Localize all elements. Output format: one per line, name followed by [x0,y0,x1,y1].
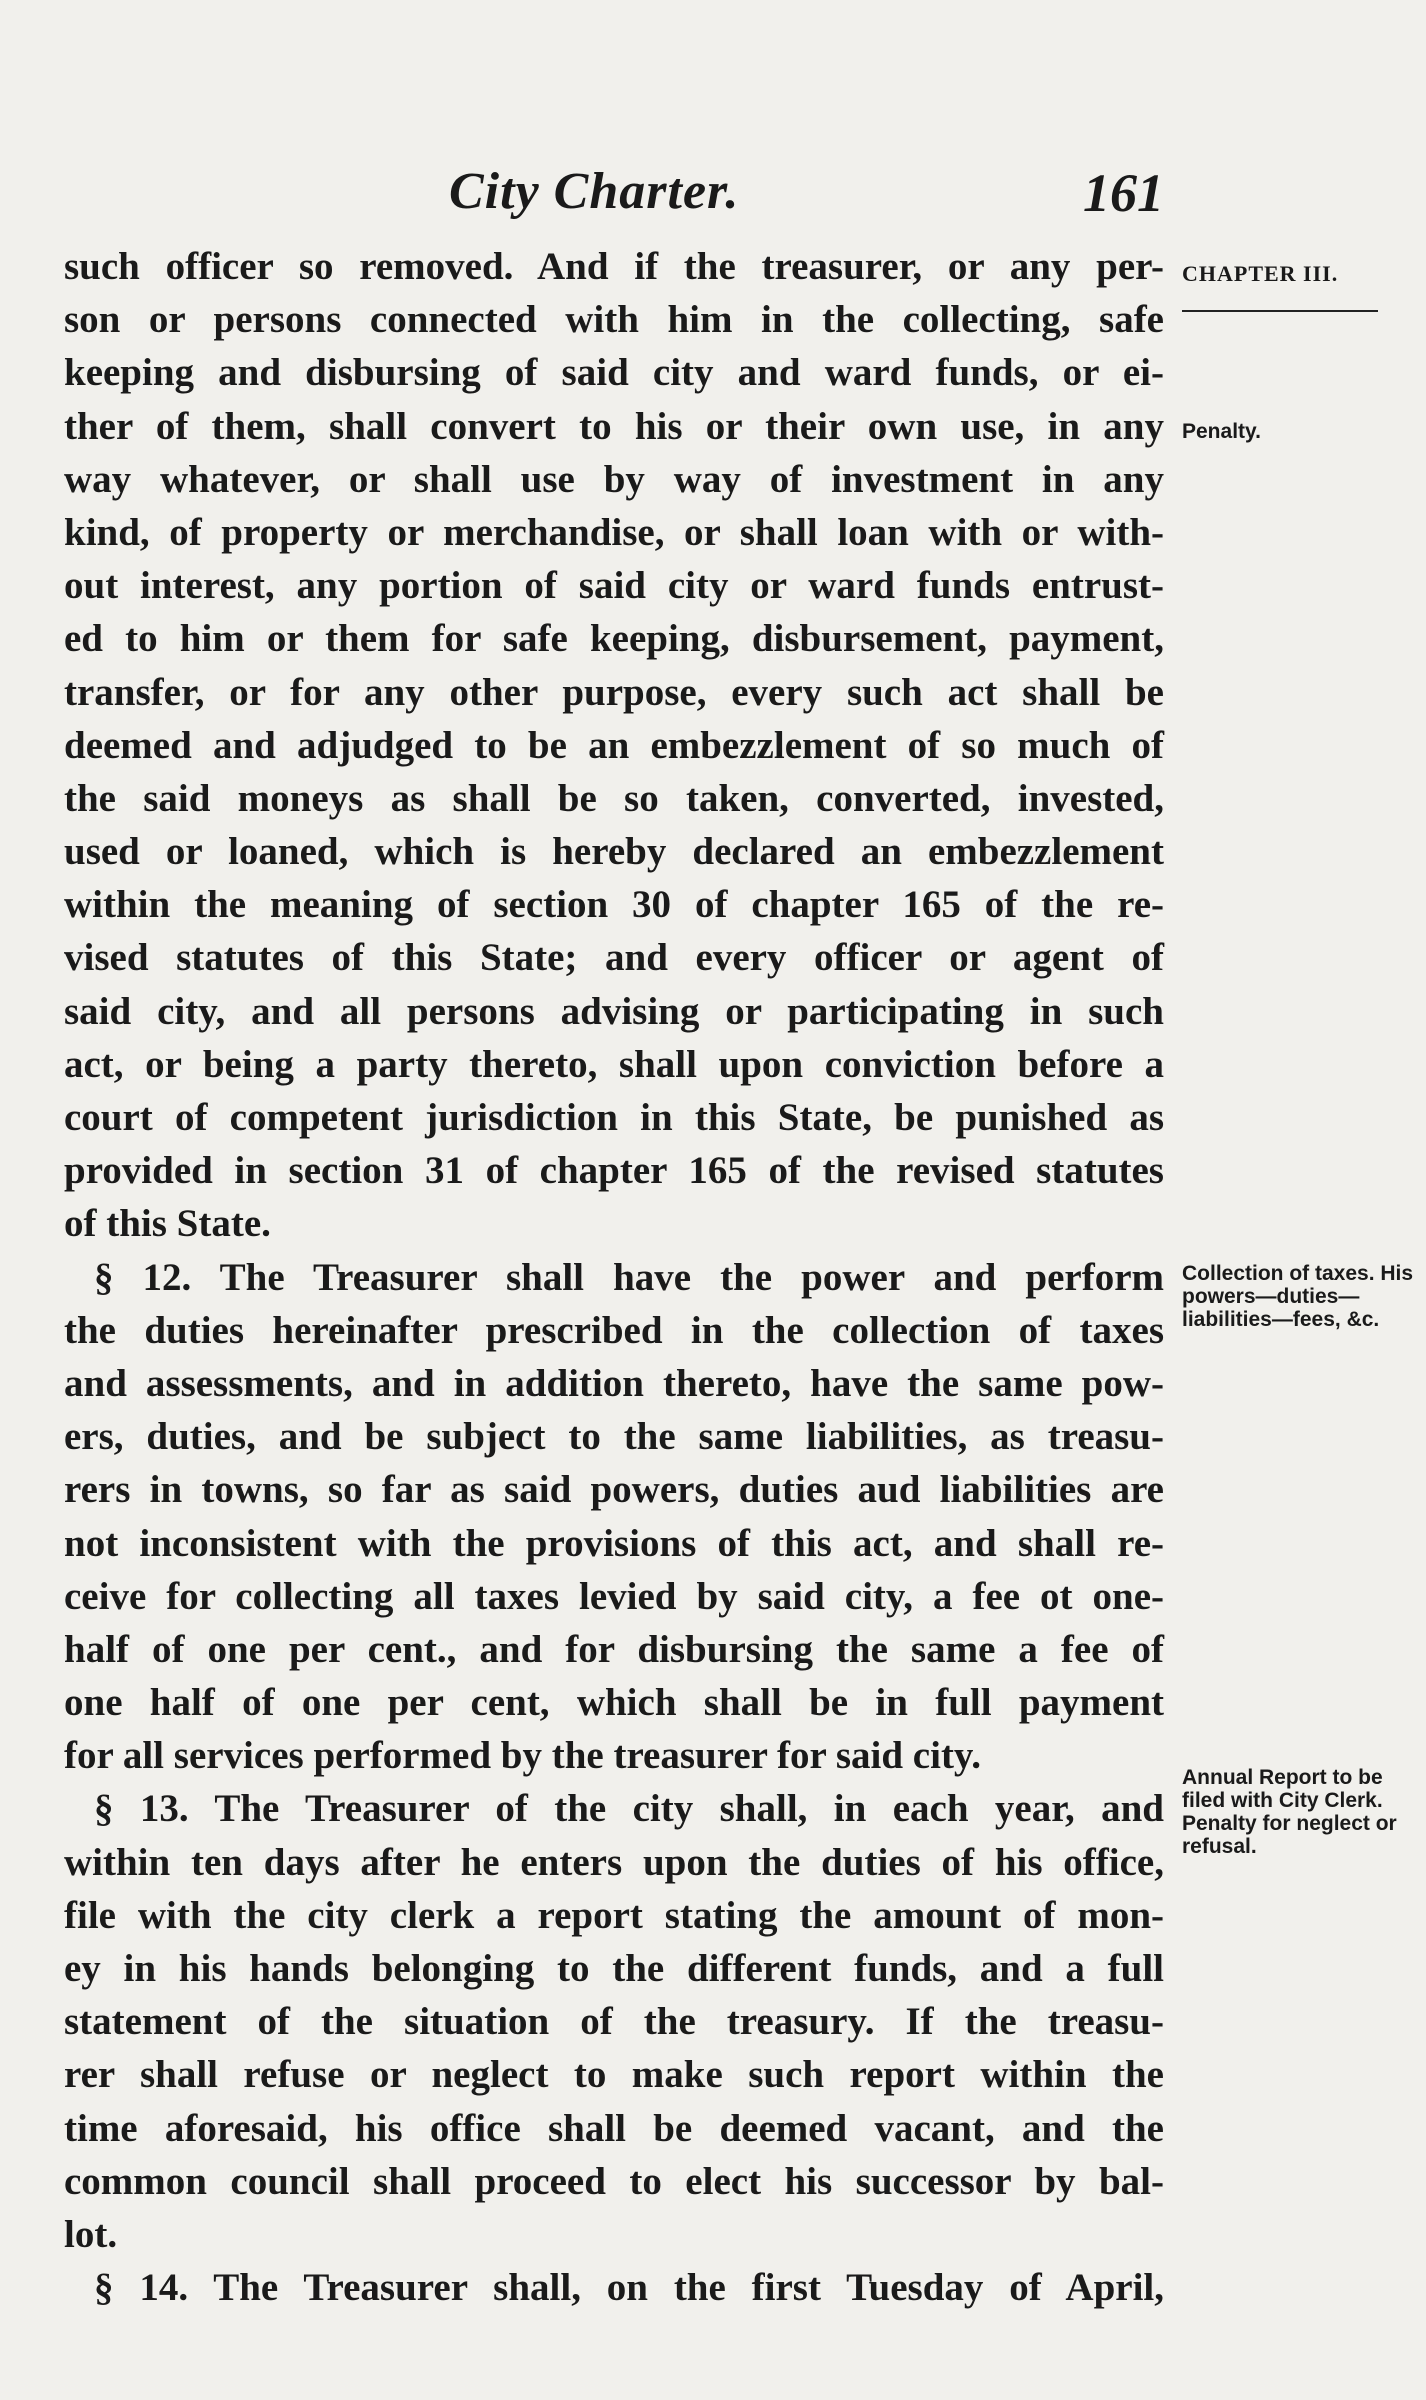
text-line: within ten days after he enters upon the duties of his office, [64,1840,1164,1884]
section-14-start: § 14. The Treasurer shall, on the first Tuesday of April, [94,2266,1164,2310]
margin-note-collection: Collection of taxes. His powers—duties—liabilities—fees, &c. [1182,1262,1414,1331]
text-line: vised statutes of this State; and every officer or agent of [64,936,1164,980]
chapter-label: CHAPTER III. [1182,261,1339,286]
text-line: the duties hereinafter prescribed in the collection of taxes [64,1308,1164,1352]
text-line: ers, duties, and be subject to the same liabilities, as treasu- [64,1415,1164,1459]
text-line: within the meaning of section 30 of chapter 165 of the re- [64,883,1164,927]
margin-notes [1182,0,1418,2400]
text-line: not inconsistent with the provisions of this act, and shall re- [64,1521,1164,1565]
body-text [64,240,1164,2314]
running-title: City Charter. [449,163,740,220]
text-line: way whatever, or shall use by way of investment in any [64,457,1164,501]
section-12-start: § 12. The Treasurer shall have the power and perform [94,1255,1164,1299]
running-head [64,162,1164,232]
page-number: 161 [1083,163,1164,223]
text-line: the said moneys as shall be so taken, converted, invested, [64,776,1164,820]
text-line: and assessments, and in addition thereto, have the same pow- [64,1361,1164,1405]
text-line: kind, of property or merchandise, or shall loan with or with- [64,510,1164,554]
text-line: ther of them, shall convert to his or their own use, in any [64,404,1164,448]
text-line: used or loaned, which is hereby declared an embezzlement [64,830,1164,874]
text-line: son or persons connected with him in the collecting, safe [64,298,1164,342]
margin-note-annual-report: Annual Report to be filed with City Clerk. Penalty for neglect or refusal. [1182,1766,1397,1858]
text-line: statement of the situation of the treasury. If the treasu- [64,2000,1164,2044]
text-line: act, or being a party thereto, shall upon conviction before a [64,1042,1164,1086]
text-line: deemed and adjudged to be an embezzlement of so much of [64,723,1164,767]
text-line: half of one per cent., and for disbursing the same a fee of [64,1627,1164,1671]
text-line: time aforesaid, his office shall be deemed vacant, and the [64,2106,1164,2150]
text-line: said city, and all persons advising or participating in such [64,989,1164,1033]
text-line: for all services performed by the treasurer for said city. [64,1734,982,1778]
text-line: rer shall refuse or neglect to make such report within the [64,2053,1164,2097]
margin-note-penalty: Penalty. [1182,420,1261,443]
text-line: keeping and disbursing of said city and ward funds, or ei- [64,351,1164,395]
text-line: rers in towns, so far as said powers, duties aud liabilities are [64,1468,1164,1512]
text-line: of this State. [64,1202,271,1246]
text-line: provided in section 31 of chapter 165 of the revised statutes [64,1149,1164,1193]
text-line: transfer, or for any other purpose, every such act shall be [64,670,1164,714]
text-line: ey in his hands belonging to the different funds, and a full [64,1947,1164,1990]
text-line: ceive for collecting all taxes levied by said city, a fee ot one- [64,1574,1164,1618]
text-line: such officer so removed. And if the treasurer, or any per- [64,245,1164,288]
text-line: ed to him or them for safe keeping, disbursement, payment, [64,617,1164,661]
text-line: one half of one per cent, which shall be in full payment [64,1681,1164,1725]
text-line: court of competent jurisdiction in this State, be punished as [64,1096,1164,1139]
text-line: file with the city clerk a report stating the amount of mon- [64,1893,1164,1937]
text-line: out interest, any portion of said city or ward funds entrust- [64,564,1164,608]
section-13-start: § 13. The Treasurer of the city shall, in each year, and [94,1787,1164,1831]
chapter-rule [1182,310,1378,312]
text-line: common council shall proceed to elect his successor by bal- [64,2159,1164,2203]
text-line: lot. [64,2212,118,2256]
